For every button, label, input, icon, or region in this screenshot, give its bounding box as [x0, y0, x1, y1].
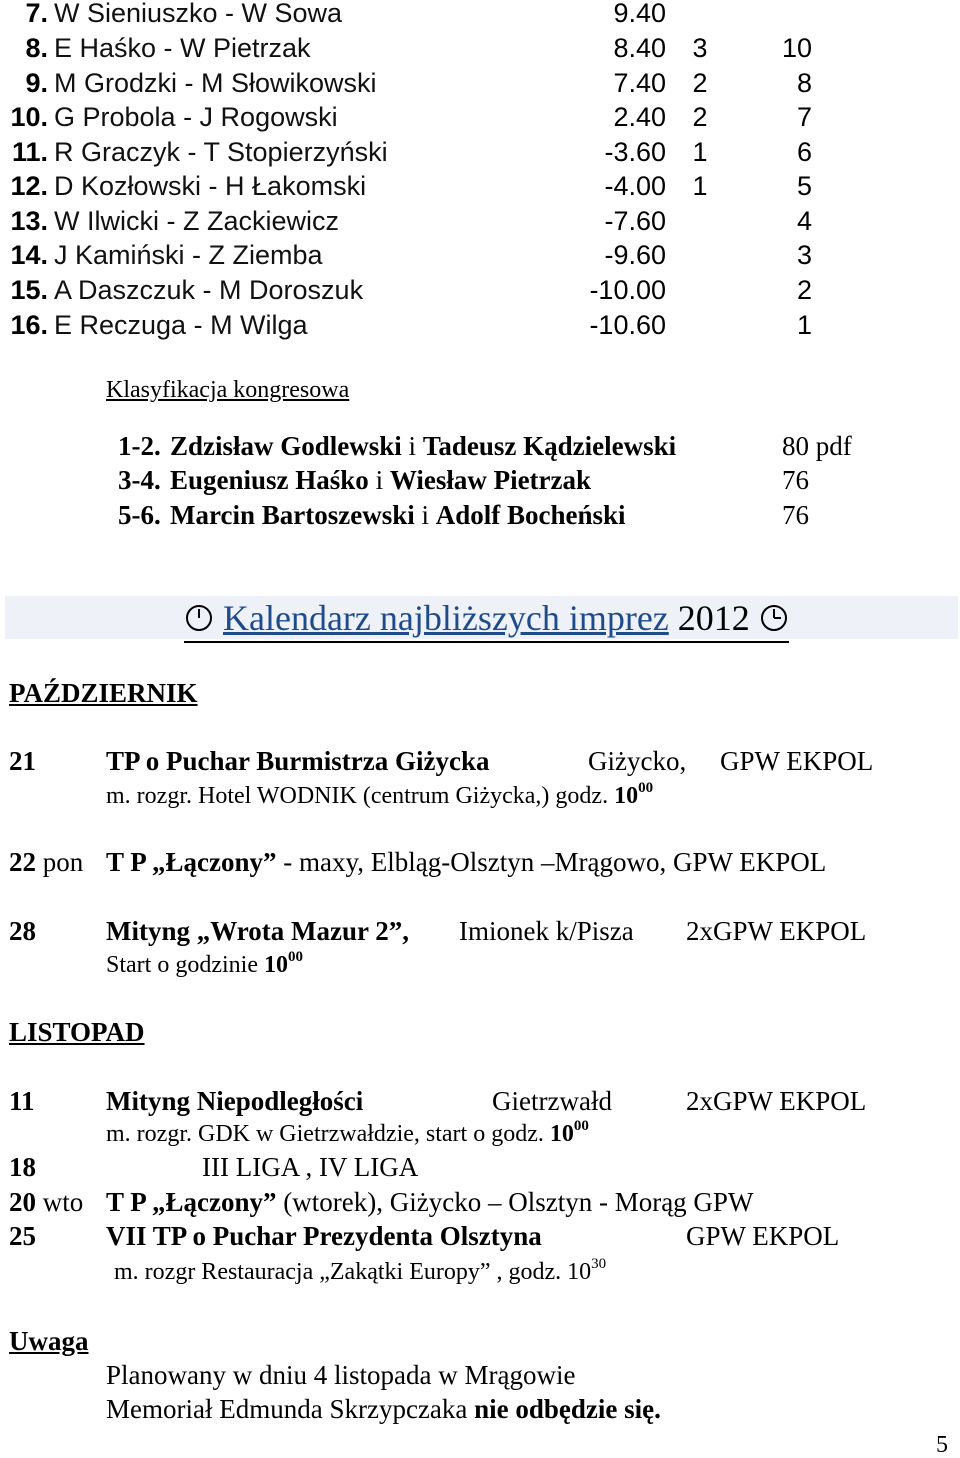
event-day: 11 — [9, 1086, 35, 1116]
pair-names: W Sieniuszko - W Sowa — [54, 0, 343, 28]
event-title: T P „Łączony” - maxy, Elbląg-Olsztyn –Mrągowo, GPW EKPOL — [106, 847, 827, 877]
row-score: -10.60 — [589, 310, 666, 340]
row-number: 9. — [25, 68, 48, 98]
row-number: 15. — [10, 275, 48, 305]
row-score: -7.60 — [604, 206, 666, 236]
row-number: 11. — [11, 137, 48, 167]
note-line-2: Memoriał Edmunda Skrzypczaka nie odbędzie się. — [106, 1394, 661, 1424]
row-col2: 5 — [796, 171, 812, 201]
clock-icon — [759, 603, 789, 639]
row-score: 9.40 — [613, 0, 666, 28]
page-number: 5 — [936, 1432, 948, 1458]
row-score: -10.00 — [589, 275, 666, 305]
table-row — [0, 35, 960, 69]
row-number: 8. — [25, 33, 48, 63]
congress-points: 80 pdf — [782, 431, 852, 461]
row-col1: 1 — [692, 171, 708, 201]
row-score: -9.60 — [604, 240, 666, 270]
row-col2: 3 — [796, 240, 812, 270]
event-gpw: 2xGPW EKPOL — [686, 1086, 867, 1116]
row-score: 8.40 — [613, 33, 666, 63]
table-row — [0, 173, 960, 207]
congress-points: 76 — [782, 500, 809, 530]
row-col2: 8 — [796, 68, 812, 98]
row-col1: 3 — [692, 33, 708, 63]
list-item — [0, 433, 960, 463]
row-number: 7. — [25, 0, 48, 28]
pair-names: A Daszczuk - M Doroszuk — [54, 275, 364, 305]
congress-names: Zdzisław Godlewski i Tadeusz Kądzielewski — [170, 431, 677, 461]
congress-place: 3-4. — [118, 465, 161, 495]
event-day: 20 wto — [9, 1187, 84, 1217]
row-col2: 1 — [796, 310, 812, 340]
row-score: -4.00 — [604, 171, 666, 201]
congress-title: Klasyfikacja kongresowa — [106, 377, 350, 403]
event-day: 18 — [9, 1152, 36, 1182]
row-score: 2.40 — [613, 102, 666, 132]
event-place: Gietrzwałd — [492, 1086, 612, 1116]
event-title: Mityng Niepodległości — [106, 1086, 364, 1116]
event-day: 28 — [9, 916, 36, 946]
event-place: Imionek k/Pisza — [459, 916, 634, 946]
pair-names: M Grodzki - M Słowikowski — [54, 68, 377, 98]
october-heading: PAŹDZIERNIK — [9, 678, 198, 708]
row-score: -3.60 — [604, 137, 666, 167]
event-detail: Start o godzinie $10^{00}$ — [106, 949, 303, 978]
row-number: 10. — [10, 102, 48, 132]
november-heading: LISTOPAD — [9, 1017, 145, 1047]
event-place: Giżycko, — [588, 746, 687, 776]
pair-names: J Kamiński - Z Ziemba — [54, 240, 323, 270]
table-row — [0, 139, 960, 173]
event-title: Mityng „Wrota Mazur 2”, — [106, 916, 409, 946]
event-detail: m. rozgr. GDK w Gietrzwałdzie, start o godz. $10^{00}$ — [106, 1118, 589, 1147]
congress-place: 5-6. — [118, 500, 161, 530]
table-row — [0, 242, 960, 276]
congress-points: 76 — [782, 465, 809, 495]
event-day: 21 — [9, 746, 36, 776]
table-row — [0, 277, 960, 311]
congress-names: Marcin Bartoszewski i Adolf Bocheński — [170, 500, 626, 530]
row-col2: 2 — [796, 275, 812, 305]
row-col1: 1 — [692, 137, 708, 167]
row-number: 16. — [10, 310, 48, 340]
row-col2: 10 — [781, 33, 812, 63]
table-row — [0, 0, 960, 34]
event-title: III LIGA , IV LIGA — [202, 1152, 419, 1182]
table-row — [0, 312, 960, 346]
row-col2: 4 — [796, 206, 812, 236]
event-detail: m. rozgr Restauracja „Zakątki Europy” , godz. $10^{30}$ — [114, 1256, 607, 1285]
table-row — [0, 104, 960, 138]
congress-place: 1-2. — [118, 431, 161, 461]
row-number: 14. — [10, 240, 48, 270]
pair-names: W Ilwicki - Z Zackiewicz — [54, 206, 339, 236]
event-title: TP o Puchar Burmistrza Giżycka — [106, 746, 490, 776]
calendar-title-text: Kalendarz najbliższych imprez — [223, 598, 669, 638]
note-line-1: Planowany w dniu 4 listopada w Mrągowie — [106, 1360, 576, 1390]
row-col1: 2 — [692, 68, 708, 98]
pair-names: R Graczyk - T Stopierzyński — [54, 137, 388, 167]
row-col1: 2 — [692, 102, 708, 132]
event-gpw: GPW EKPOL — [720, 746, 874, 776]
row-col2: 7 — [796, 102, 812, 132]
note-heading: Uwaga — [9, 1326, 89, 1356]
row-col2: 6 — [796, 137, 812, 167]
list-item — [0, 502, 960, 532]
event-title: T P „Łączony” (wtorek), Giżycko – Olsztyn - Morąg GPW — [106, 1187, 754, 1217]
pair-names: G Probola - J Rogowski — [54, 102, 338, 132]
event-gpw: GPW EKPOL — [686, 1221, 840, 1251]
event-day: 25 — [9, 1221, 36, 1251]
clock-icon — [184, 603, 214, 639]
event-title: VII TP o Puchar Prezydenta Olsztyna — [106, 1221, 542, 1251]
row-number: 12. — [10, 171, 48, 201]
calendar-year: 2012 — [677, 598, 750, 638]
calendar-title — [184, 600, 789, 643]
event-day: 22 pon — [9, 847, 84, 877]
pair-names: E Reczuga - M Wilga — [54, 310, 308, 340]
list-item — [0, 467, 960, 497]
pair-names: D Kozłowski - H Łakomski — [54, 171, 367, 201]
congress-names: Eugeniusz Haśko i Wiesław Pietrzak — [170, 465, 592, 495]
event-gpw: 2xGPW EKPOL — [686, 916, 867, 946]
row-number: 13. — [10, 206, 48, 236]
event-detail: m. rozgr. Hotel WODNIK (centrum Giżycka,) godz. $10^{00}$ — [106, 780, 654, 809]
table-row — [0, 208, 960, 242]
pair-names: E Haśko - W Pietrzak — [54, 33, 311, 63]
table-row — [0, 70, 960, 104]
row-score: 7.40 — [613, 68, 666, 98]
